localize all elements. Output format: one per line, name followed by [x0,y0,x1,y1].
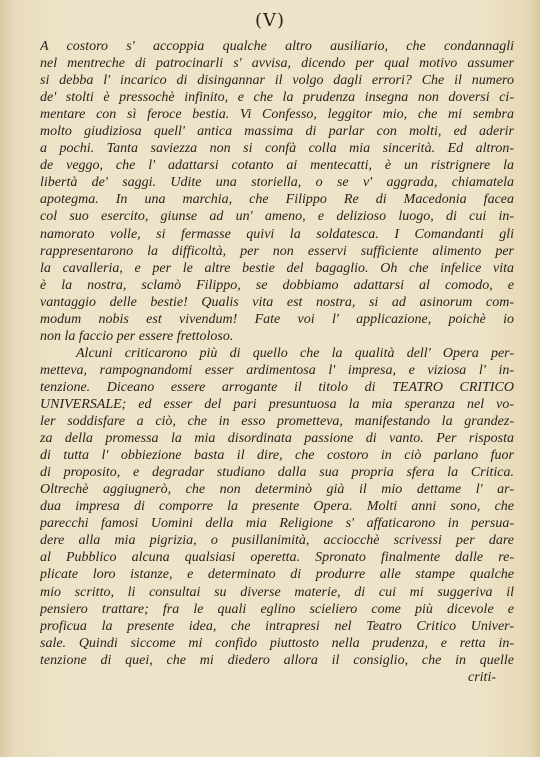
paragraph-first-line: Alcuni criticarono più di quello che la qualità dell' Opera per- [76,345,514,361]
text-line: mentare con sì feroce bestia. Vi Confesso, leggitor mio, che mi sembra [40,107,514,123]
text-line: plicate loro istanze, e determinato di produrre alle stampe qualche [40,567,514,583]
text-line: vantaggio delle bestie! Qualis vita est nostra, si ad asinorum com- [40,294,514,310]
text-line: si debba l' incarico di disingannar il volgo dagli errori? Che il numero [40,73,514,89]
text-line: metteva, rampognandomi esser ardimentosa l' impresa, e viziosa l' in- [40,362,514,378]
text-line: proficua la presente idea, che intrapresi nel Teatro Critico Univer- [40,618,514,634]
text-line: dere alla mia pigrizia, o pusillanimità, acciocchè scrivessi per dare [40,533,514,549]
text-line: di tutta l' obbiezione basta il dire, che costoro in ciò parlano fuor [40,448,514,464]
text-line: parecchi famosi Uomini della mia Religione s' affaticarono in persua- [40,516,514,532]
text-line: di proposito, e degradar studiano dalla sua propria sfera la Critica. [40,465,514,481]
text-line: nel mentreche di patrocinarli s' avvisa, dicendo per qual motivo assumer [40,56,514,72]
text-line: pensiero trattare; fra le quali eglino scieliero come più dicevole e [40,601,514,617]
text-line: namorato volle, si fermasse quivi la soldatesca. I Comandanti gli [40,226,514,242]
text-line: libertà de' saggi. Udite una storiella, o se v' aggrada, chiamatela [40,175,514,191]
text-line: sale. Quindi siccome mi confido piuttosto nella prudenza, e retta in- [40,635,514,651]
text-line: al Pubblico alcuna qualsiasi operetta. Spronato finalmente dalle re- [40,550,514,566]
text-line: za della promessa la mia disordinata passione di vanto. Per risposta [40,431,514,447]
text-line: modum nobis est vivendum! Fate voi l' applicazione, poichè io [40,311,514,327]
body-text [40,38,514,686]
text-line: rappresentarono la difficoltà, per non esservi sufficiente alimento per [40,243,514,259]
text-line: dua impresa di comporre la presente Opera. Molti anni sono, che [40,499,514,515]
text-line: A costoro s' accoppia qualche altro ausiliario, che condannagli [40,39,514,54]
page-number-header: (V) [254,10,286,31]
text-line: col suo esercito, giunse ad un' ameno, e delizioso luogo, di cui in- [40,209,514,225]
text-line: tenzione. Diceano essere arrogante il titolo di TEATRO CRITICO [40,379,514,395]
text-line: mio scritto, li consultai su diverse materie, di cui mi suggeriva il [40,584,514,600]
text-line: ler soddisfare a ciò, che in esso prometteva, manifestando la grandez- [40,414,514,430]
text-line: de' stolti è pressochè infinito, e che la prudenza insegna non doversi ci- [40,90,514,106]
text-line: de veggo, che l' adattarsi cotanto ai mentecatti, è un ristrignere la [40,158,514,174]
text-line: non la faccio per essere frettoloso. [40,328,234,344]
text-line: la cavalleria, e per le altre bestie del bagaglio. Oh che infelice vita [40,260,514,276]
text-line: tenzione di quei, che mi diedero allora il consiglio, che in quelle [40,652,514,668]
catchword: criti- [468,669,496,685]
text-line: UNIVERSALE; ed esser del pari presuntuosa la mia speranza nel vo- [40,396,514,412]
text-line: molto giudiziosa quell' antica massima di parlar con molti, ed aderir [40,124,514,140]
text-line: apotegma. In una marchia, che Filippo Re di Macedonia facea [40,192,514,208]
text-line: Oltrechè aggiugnerò, che non determinò già il mio dettame l' ar- [40,482,514,498]
text-line: è la nostra, sclamò Filippo, se dobbiamo adattarsi al comodo, e [40,277,514,293]
text-line: a pochi. Tanta saviezza non si confà colla mia sincerità. Ed altron- [40,141,514,157]
